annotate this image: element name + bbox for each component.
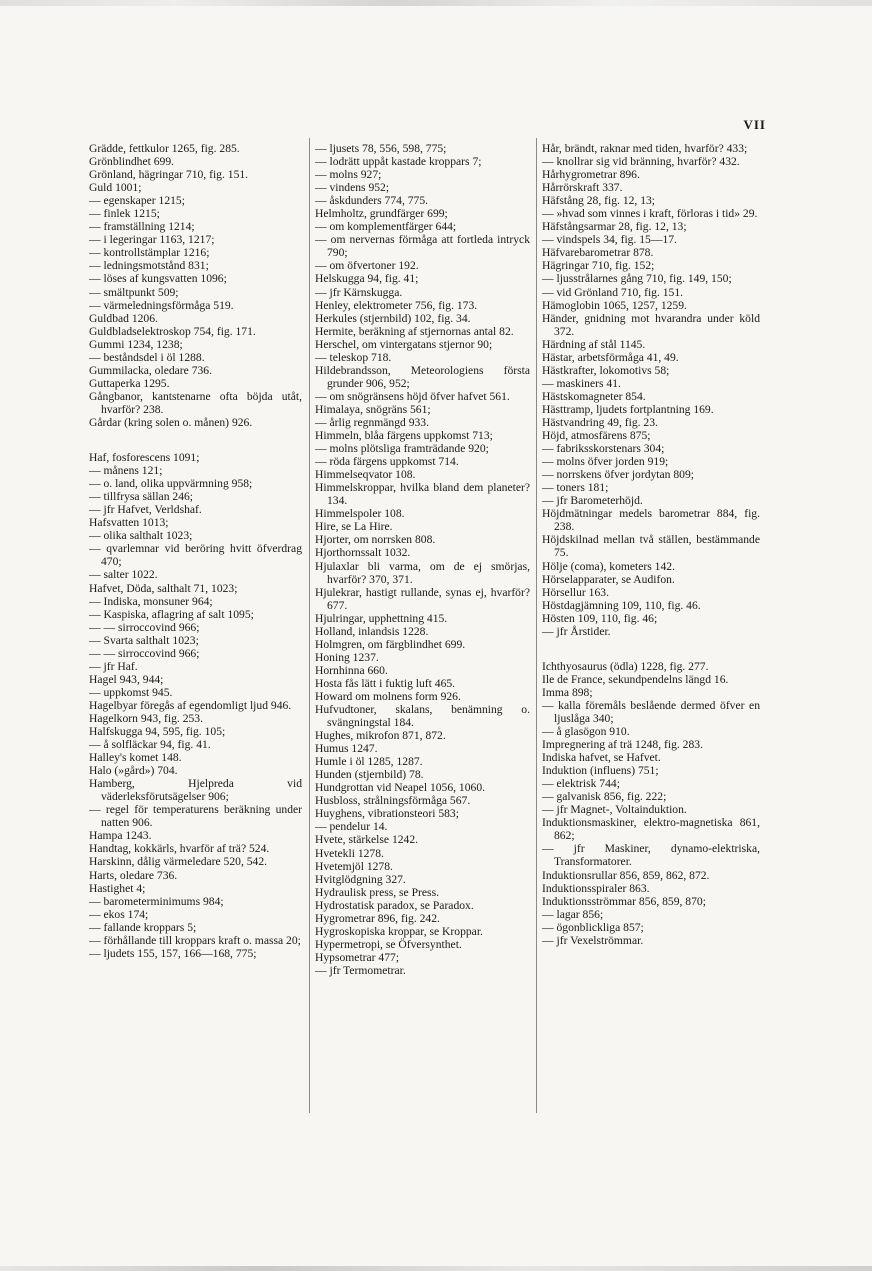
index-column-3 xyxy=(542,142,760,947)
index-entry: Herkules (stjernbild) 102, fig. 34. xyxy=(315,311,471,325)
scan-edge-top xyxy=(0,0,872,6)
index-entry: — ögonblickliga 857; xyxy=(542,920,644,934)
index-entry: Hagel 943, 944; xyxy=(89,672,164,686)
index-entry: — beståndsdel i öl 1288. xyxy=(89,350,205,364)
index-entry: Himalaya, snögräns 561; xyxy=(315,402,431,416)
index-entry: Hårrörskraft 337. xyxy=(542,181,623,195)
index-entry: Handtag, kokkärls, hvarför af trä? 524. xyxy=(89,842,270,856)
index-entry: Hjorter, om norrsken 808. xyxy=(315,533,436,547)
index-entry: Indiska hafvet, se Hafvet. xyxy=(542,751,661,765)
index-entry: — å solfläckar 94, fig. 41. xyxy=(89,738,211,752)
index-entry: Halo (»gård») 704. xyxy=(89,764,178,778)
index-column-2 xyxy=(315,142,530,977)
index-entry: Induktionsströmmar 856, 859, 870; xyxy=(542,894,706,908)
index-entry: — jfr Årstider. xyxy=(542,624,611,638)
index-entry: Hjulekrar, hastigt rullande, synas ej, hvarför? 677. xyxy=(315,585,530,612)
index-entry: Hygrometrar 896, fig. 242. xyxy=(315,911,440,925)
index-entry: Höjd, atmosfärens 875; xyxy=(542,429,651,443)
index-entry: — norrskens öfver jordytan 809; xyxy=(542,468,694,482)
index-entry: — om nervernas förmåga att fortleda intryck 790; xyxy=(315,233,530,260)
index-entry: — värmeledningsförmåga 519. xyxy=(89,298,234,312)
index-entry: — — sirroccovind 966; xyxy=(89,620,200,634)
index-entry: Hvetemjöl 1278. xyxy=(315,859,393,873)
index-entry: — fallande kroppars 5; xyxy=(89,920,197,934)
index-entry: Hornhinna 660. xyxy=(315,663,388,677)
index-entry: Hvitglödgning 327. xyxy=(315,872,406,886)
index-entry: Henley, elektrometer 756, fig. 173. xyxy=(315,298,478,312)
index-entry: Induktion (influens) 751; xyxy=(542,764,659,778)
index-entry: Hjulaxlar bli varma, om de ej smörjas, hvarför? 370, 371. xyxy=(315,559,530,586)
index-entry: Induktionsspiraler 863. xyxy=(542,881,650,895)
index-entry: Hästkrafter, lokomotivs 58; xyxy=(542,363,670,377)
index-entry: Himmelspoler 108. xyxy=(315,507,405,521)
index-entry: Gårdar (kring solen o. månen) 926. xyxy=(89,415,253,429)
index-entry: Hörselapparater, se Audifon. xyxy=(542,572,675,586)
index-entry: Hägringar 710, fig. 152; xyxy=(542,259,655,273)
index-entry: Hermite, beräkning af stjernornas antal 82. xyxy=(315,324,514,338)
index-entry: Hörsellur 163. xyxy=(542,585,609,599)
index-entry: Imma 898; xyxy=(542,685,593,699)
index-entry: Ichthyosaurus (ödla) 1228, fig. 277. xyxy=(542,659,709,673)
index-entry: — »hvad som vinnes i kraft, förloras i tid» 29. xyxy=(542,207,758,221)
index-entry: — löses af kungsvatten 1096; xyxy=(89,272,227,286)
index-entry: — finlek 1215; xyxy=(89,207,160,221)
index-entry: Howard om molnens form 926. xyxy=(315,689,461,703)
index-entry: Holland, inlandsis 1228. xyxy=(315,624,429,638)
index-entry: — Kaspiska, aflagring af salt 1095; xyxy=(89,607,254,621)
index-entry: — om snögränsens höjd öfver hafvet 561. xyxy=(315,389,510,403)
index-entry: — o. land, olika uppvärmning 958; xyxy=(89,477,253,491)
index-entry: Grönland, hägringar 710, fig. 151. xyxy=(89,168,249,182)
index-entry: Husbloss, strålningsförmåga 567. xyxy=(315,794,471,808)
index-entry: Himmeln, blåa färgens uppkomst 713; xyxy=(315,429,493,443)
index-entry: — molns 927; xyxy=(315,168,382,182)
index-column-1 xyxy=(89,142,302,960)
index-entry: — molns plötsliga framträdande 920; xyxy=(315,442,489,456)
index-entry: — galvanisk 856, fig. 222; xyxy=(542,790,667,804)
index-entry: Herschel, om vintergatans stjernor 90; xyxy=(315,337,493,351)
index-entry: Hvete, stärkelse 1242. xyxy=(315,833,419,847)
index-entry: Hjulringar, upphettning 415. xyxy=(315,611,448,625)
index-entry: Induktionsmaskiner, elektro-magnetiska 861, 862; xyxy=(542,816,760,843)
index-entry: Hårhygrometrar 896. xyxy=(542,168,640,182)
index-entry: Ile de France, sekundpendelns längd 16. xyxy=(542,672,729,686)
index-entry: — vid Grönland 710, fig. 151. xyxy=(542,285,684,299)
index-entry: — röda färgens uppkomst 714. xyxy=(315,455,459,469)
index-entry: — knollrar sig vid bränning, hvarför? 432. xyxy=(542,155,740,169)
index-entry: Hunden (stjernbild) 78. xyxy=(315,768,424,782)
index-entry: Guld 1001; xyxy=(89,181,142,195)
index-entry: Halfskugga 94, 595, fig. 105; xyxy=(89,725,226,739)
index-entry: Hastighet 4; xyxy=(89,881,146,895)
index-entry: — kontrollstämplar 1216; xyxy=(89,246,210,260)
index-entry: Himmelseqvator 108. xyxy=(315,468,416,482)
index-entry: — jfr Maskiner, dynamo-elektriska, Transformatorer. xyxy=(542,842,760,869)
index-entry: Grönblindhet 699. xyxy=(89,155,175,169)
index-entry: — qvarlemnar vid beröring hvitt öfverdrag 470; xyxy=(89,542,302,569)
index-entry: — uppkomst 945. xyxy=(89,685,173,699)
index-entry: — åskdunders 774, 775. xyxy=(315,194,429,208)
index-entry: — barometerminimums 984; xyxy=(89,894,224,908)
index-entry: — jfr Termometrar. xyxy=(315,963,406,977)
index-entry: Hafsvatten 1013; xyxy=(89,516,169,530)
index-entry: Hypermetropi, se Öfversynthet. xyxy=(315,937,462,951)
index-entry: — pendelur 14. xyxy=(315,820,388,834)
index-entry: Hösten 109, 110, fig. 46; xyxy=(542,611,658,625)
index-entry: — framställning 1214; xyxy=(89,220,195,234)
index-entry: — toners 181; xyxy=(542,481,609,495)
index-entry: Guldbad 1206. xyxy=(89,311,158,325)
index-entry: Hölje (coma), kometers 142. xyxy=(542,559,675,573)
index-entry: Gångbanor, kantstenarne ofta böjda utåt, hvarför? 238. xyxy=(89,389,302,416)
index-entry: Humus 1247. xyxy=(315,742,378,756)
index-entry: — ljusets 78, 556, 598, 775; xyxy=(315,142,447,155)
index-entry: — Indiska, monsuner 964; xyxy=(89,594,213,608)
index-entry: Hagelbyar föregås af egendomligt ljud 946. xyxy=(89,698,292,712)
index-entry: Induktionsrullar 856, 859, 862, 872. xyxy=(542,868,710,882)
index-entry: — jfr Kärnskugga. xyxy=(315,285,403,299)
index-entry: — kalla föremåls beslående dermed öfver en ljuslåga 340; xyxy=(542,698,760,725)
index-entry: — i legeringar 1163, 1217; xyxy=(89,233,215,247)
index-entry: — egenskaper 1215; xyxy=(89,194,185,208)
index-entry: Hydrostatisk paradox, se Paradox. xyxy=(315,898,474,912)
index-entry: Gummilacka, oledare 736. xyxy=(89,363,212,377)
index-entry: — smältpunkt 509; xyxy=(89,285,179,299)
index-entry: — ledningsmotstånd 831; xyxy=(89,259,209,273)
index-entry: Hildebrandsson, Meteorologiens första grunder 906, 952; xyxy=(315,363,530,390)
index-entry: — tillfrysa sällan 246; xyxy=(89,490,194,504)
index-entry: Hygroskopiska kroppar, se Kroppar. xyxy=(315,924,483,938)
section-gap xyxy=(89,429,302,451)
index-entry: Hafvet, Döda, salthalt 71, 1023; xyxy=(89,581,238,595)
index-entry: Hydraulisk press, se Press. xyxy=(315,885,439,899)
index-entry: — jfr Barometerhöjd. xyxy=(542,494,643,508)
index-entry: Hästvandring 49, fig. 23. xyxy=(542,415,658,429)
index-entry: Hughes, mikrofon 871, 872. xyxy=(315,729,446,743)
index-entry: Honing 1237. xyxy=(315,650,379,664)
index-entry: Hästar, arbetsförmåga 41, 49. xyxy=(542,350,679,364)
index-entry: Helmholtz, grundfärger 699; xyxy=(315,207,448,221)
index-entry: — månens 121; xyxy=(89,464,163,478)
index-entry: — jfr Haf. xyxy=(89,659,138,673)
index-entry: Hästskomagneter 854. xyxy=(542,389,646,403)
index-entry: — regel för temperaturens beräkning under natten 906. xyxy=(89,803,302,830)
index-entry: — — sirroccovind 966; xyxy=(89,646,200,660)
index-entry: — årlig regnmängd 933. xyxy=(315,415,429,429)
index-entry: Hår, brändt, raknar med tiden, hvarför? 433; xyxy=(542,142,748,155)
index-entry: — jfr Magnet-, Voltainduktion. xyxy=(542,803,687,817)
index-entry: Hundgrottan vid Neapel 1056, 1060. xyxy=(315,781,486,795)
index-entry: Höstdagjämning 109, 110, fig. 46. xyxy=(542,598,701,612)
index-entry: — salter 1022. xyxy=(89,568,158,582)
index-entry: Himmelskroppar, hvilka bland dem planeter? 134. xyxy=(315,481,530,508)
index-entry: — Svarta salthalt 1023; xyxy=(89,633,199,647)
index-entry: Hamberg, Hjelpreda vid väderleksförutsägelser 906; xyxy=(89,777,302,804)
index-entry: Hosta fås lätt i fuktig luft 465. xyxy=(315,676,456,690)
index-entry: Hjorthornssalt 1032. xyxy=(315,546,411,560)
column-divider xyxy=(536,138,537,1113)
index-entry: — jfr Hafvet, Verldshaf. xyxy=(89,503,202,517)
index-entry: — elektrisk 744; xyxy=(542,777,620,791)
index-entry: Holmgren, om färgblindhet 699. xyxy=(315,637,466,651)
scan-edge-bottom xyxy=(0,1266,872,1271)
index-entry: — molns öfver jorden 919; xyxy=(542,455,669,469)
index-entry: Häfstångsarmar 28, fig. 12, 13; xyxy=(542,220,687,234)
index-entry: Härdning af stål 1145. xyxy=(542,337,646,351)
section-gap xyxy=(542,638,760,660)
index-entry: Höjdskilnad mellan två ställen, bestämmande 75. xyxy=(542,533,760,560)
index-entry: Guldbladselektroskop 754, fig. 171. xyxy=(89,324,256,338)
index-entry: Impregnering af trä 1248, fig. 283. xyxy=(542,738,703,752)
index-entry: Huyghens, vibrationsteori 583; xyxy=(315,807,459,821)
index-entry: — lagar 856; xyxy=(542,907,604,921)
index-entry: Hufvudtoner, skalans, benämning o. svängningstal 184. xyxy=(315,703,530,730)
index-entry: — vindens 952; xyxy=(315,181,390,195)
index-entry: Gummi 1234, 1238; xyxy=(89,337,183,351)
index-entry: Harskinn, dålig värmeledare 520, 542. xyxy=(89,855,268,869)
index-entry: Humle i öl 1285, 1287. xyxy=(315,755,423,769)
index-entry: — maskiners 41. xyxy=(542,376,621,390)
index-entry: Guttaperka 1295. xyxy=(89,376,170,390)
index-entry: — om öfvertoner 192. xyxy=(315,259,419,273)
index-entry: — ljusstrålarnes gång 710, fig. 149, 150; xyxy=(542,272,732,286)
index-entry: Häfvarebarometrar 878. xyxy=(542,246,654,260)
index-entry: Helskugga 94, fig. 41; xyxy=(315,272,419,286)
index-entry: — jfr Vexelströmmar. xyxy=(542,933,644,947)
index-entry: Haf, fosforescens 1091; xyxy=(89,451,200,465)
index-entry: Harts, oledare 736. xyxy=(89,868,178,882)
index-entry: — teleskop 718. xyxy=(315,350,392,364)
index-entry: — å glasögon 910. xyxy=(542,725,630,739)
index-entry: — ljudets 155, 157, 166—168, 775; xyxy=(89,946,257,960)
index-entry: Hampa 1243. xyxy=(89,829,152,843)
index-entry: Händer, gnidning mot hvarandra under köld 372. xyxy=(542,311,760,338)
index-entry: Halley's komet 148. xyxy=(89,751,182,765)
index-entry: — lodrätt uppåt kastade kroppars 7; xyxy=(315,155,482,169)
index-entry: — fabriksskorstenars 304; xyxy=(542,442,665,456)
page-number: VII xyxy=(743,117,766,132)
index-entry: Hästtramp, ljudets fortplantning 169. xyxy=(542,402,714,416)
index-entry: — förhållande till kroppars kraft o. massa 20; xyxy=(89,933,301,947)
index-entry: Häfstång 28, fig. 12, 13; xyxy=(542,194,656,208)
index-entry: Hvetekli 1278. xyxy=(315,846,384,860)
index-entry: Höjdmätningar medels barometrar 884, fig. 238. xyxy=(542,507,760,534)
index-entry: — om komplementfärger 644; xyxy=(315,220,457,234)
index-entry: — ekos 174; xyxy=(89,907,149,921)
index-entry: Hypsometrar 477; xyxy=(315,950,400,964)
index-entry: Grädde, fettkulor 1265, fig. 285. xyxy=(89,142,240,155)
column-divider xyxy=(309,138,310,1113)
index-entry: — vindspels 34, fig. 15—17. xyxy=(542,233,677,247)
index-entry: Hagelkorn 943, fig. 253. xyxy=(89,711,203,725)
index-entry: — olika salthalt 1023; xyxy=(89,529,193,543)
index-entry: Hämoglobin 1065, 1257, 1259. xyxy=(542,298,687,312)
index-entry: Hire, se La Hire. xyxy=(315,520,393,534)
